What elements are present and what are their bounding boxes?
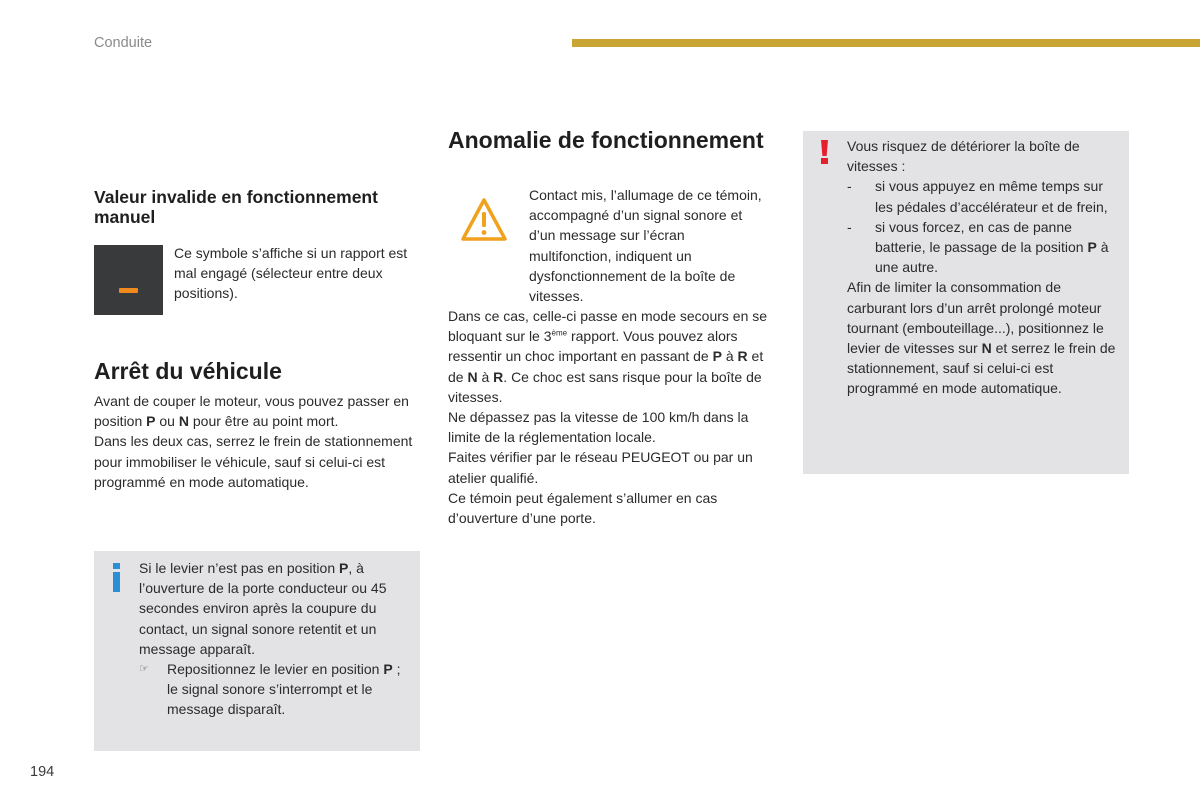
vehicle-stop-paragraph-2: Dans les deux cas, serrez le frein de stationnement pour immobiliser le véhicule, sauf si celui-ci est programmé en mode automatique.	[94, 433, 413, 490]
malfunction-paragraph-2: Ne dépassez pas la vitesse de 100 km/h dans la limite de la réglementation locale.	[448, 409, 749, 446]
pointing-hand-icon: ☞	[139, 663, 149, 676]
alert-callout	[803, 131, 1129, 474]
alert-advice: Afin de limiter la consommation de carburant lors d’un arrêt prolongé moteur tournant (embouteillage...), positionnez le levier de vitesses sur N et serrez le frein de stationnement, sauf si celui-ci est programmé en mode automatique.	[847, 279, 1116, 397]
malfunction-body	[448, 306, 778, 528]
vehicle-stop-paragraph: Avant de couper le moteur, vous pouvez passer en position P ou N pour être au point mort.	[94, 393, 409, 430]
info-callout	[94, 551, 420, 751]
chapter-title: Conduite	[94, 35, 153, 51]
warning-triangle-icon	[460, 197, 508, 243]
invalid-value-text: Ce symbole s’affiche si un rapport est mal engagé (sélecteur entre deux positions).	[174, 245, 408, 302]
orange-dash	[119, 288, 138, 293]
vehicle-stop-heading: Arrêt du véhicule	[94, 358, 282, 384]
exclamation-alert-icon	[819, 140, 829, 164]
alert-list-item: - si vous forcez, en cas de panne batterie, le passage de la position P à une autre.	[847, 218, 1109, 276]
info-callout-text	[139, 558, 409, 720]
vehicle-stop-body	[94, 391, 414, 492]
page-number: 194	[30, 764, 55, 780]
malfunction-paragraph-4: Ce témoin peut également s’allumer en cas d’ouverture d’une porte.	[448, 489, 718, 527]
header-accent-bar	[572, 39, 1200, 47]
invalid-value-heading: Valeur invalide en fonctionnement manuel	[94, 187, 378, 227]
info-paragraph: Si le levier n’est pas en position P, à l’ouverture de la porte conducteur ou 45 secondes environ après la coupure du contact, un signal sonore retentit et un message apparaît.	[139, 560, 387, 657]
alert-intro: Vous risquez de détériorer la boîte de vitesses :	[847, 138, 1080, 175]
warning-light-text: Contact mis, l’allumage de ce témoin, accompagné d’un signal sonore et d’un message sur l’écran multifonction, indiquent un dysfonctionnement de la boîte de vitesses.	[529, 187, 762, 305]
malfunction-paragraph-1: Dans ce cas, celle-ci passe en mode secours en se bloquant sur le 3ème rapport. Vous pouvez alors ressentir un choc important en passant de P à R et de N à R. Ce choc est sans risque pour la boîte de vitesses.	[448, 308, 768, 405]
gear-position-invalid-dash-icon	[94, 245, 163, 315]
info-bullet: ☞ Repositionnez le levier en position P ; le signal sonore s’interrompt et le message disparaît.	[139, 661, 401, 718]
malfunction-paragraph-3: Faites vérifier par le réseau PEUGEOT ou par un atelier qualifié.	[448, 449, 753, 486]
alert-list-item: - si vous appuyez en même temps sur les pédales d’accélérateur et de frein,	[847, 178, 1108, 215]
malfunction-heading: Anomalie de fonctionnement	[448, 127, 764, 153]
alert-callout-text	[847, 136, 1123, 399]
